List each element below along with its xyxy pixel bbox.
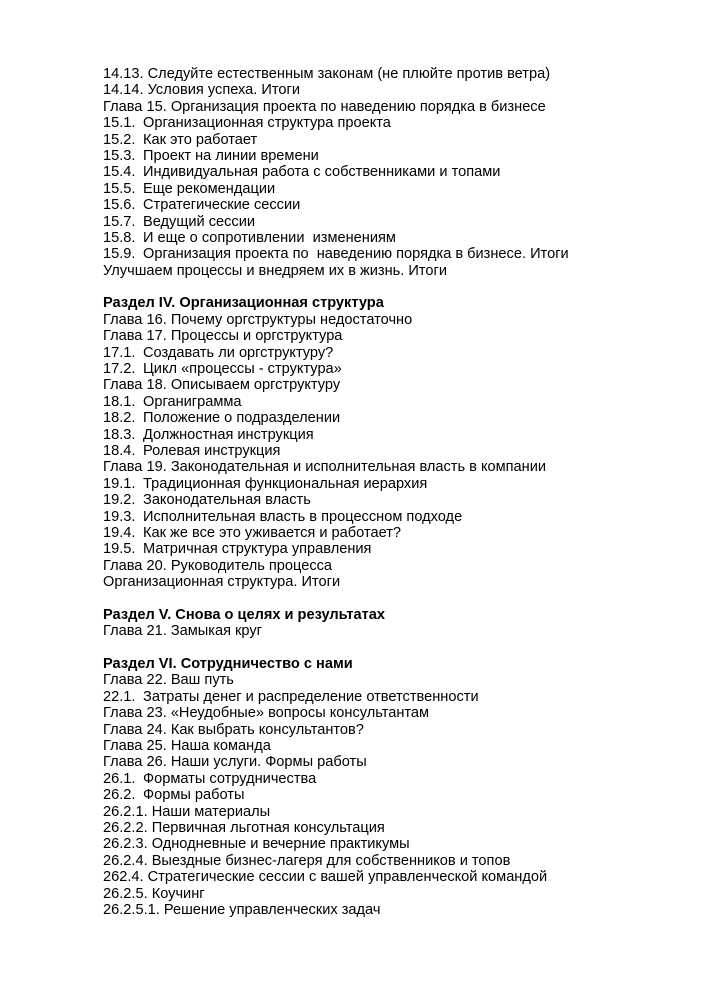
toc-entry [103,164,693,180]
entry-title: Как это работает [143,131,258,148]
chapter-heading [103,558,693,574]
entry-title: Стратегические сессии [143,197,301,214]
toc-entry [103,820,693,836]
entry-title: Глава 21. Замыкая круг [103,623,263,640]
entry-number: 26.2.2. [103,819,148,836]
entry-title: Еще рекомендации [143,180,276,197]
toc-entry [103,771,693,787]
toc-entry [103,804,693,820]
entry-number: 19.3. [103,508,136,525]
entry-number: 15.9. [103,246,136,263]
toc-entry [103,361,693,377]
entry-title: Матричная структура управления [143,541,372,558]
entry-number: 18.4. [103,442,136,459]
entry-title: Решение управленческих задач [163,901,381,918]
toc-entry [103,82,693,98]
entry-title: Организация проекта по наведению порядка в бизнесе. Итоги [143,246,569,263]
entry-number: 26.2.5. [103,885,148,902]
entry-title: Законодательная власть [143,492,311,509]
entry-title: Традиционная функциональная иерархия [143,475,428,492]
toc-entry [103,132,693,148]
toc-entry [103,443,693,459]
toc-entry [103,394,693,410]
entry-title: Должностная инструкция [143,426,314,443]
toc-entry [103,869,693,885]
entry-number: 262.4. [103,869,144,886]
toc-entry [103,902,693,918]
entry-title: Ролевая инструкция [143,442,281,459]
entry-number: 15.5. [103,180,136,197]
toc-entry [103,787,693,803]
chapter-heading [103,722,693,738]
toc-entry [103,476,693,492]
entry-title: Проект на линии времени [143,147,319,164]
section-heading [103,656,693,672]
toc-entry [103,853,693,869]
entry-title: Коучинг [151,885,205,902]
entry-number: 15.6. [103,197,136,214]
toc-entry [103,214,693,230]
entry-title: И еще о сопротивлении изменениям [143,229,396,246]
entry-number: 26.2.1. [103,803,148,820]
toc-entry [103,230,693,246]
chapter-heading [103,705,693,721]
entry-title: Улучшаем процессы и внедряем их в жизнь. Итоги [103,262,447,279]
toc-entry [103,836,693,852]
entry-number: 22.1. [103,688,136,705]
toc-entry [103,492,693,508]
entry-number: 15.7. [103,213,136,230]
chapter-heading [103,328,693,344]
entry-number: 19.2. [103,492,136,509]
entry-title: Исполнительная власть в процессном подходе [143,508,463,525]
toc-entry [103,410,693,426]
entry-title: Организационная структура. Итоги [103,574,341,591]
entry-title: Цикл «процессы - структура» [143,361,342,378]
entry-number: 26.2.4. [103,852,148,869]
entry-title: Раздел V. Снова о целях и результатах [103,606,386,623]
chapter-heading [103,672,693,688]
entry-title: Раздел VI. Сотрудничество с нами [103,656,353,673]
toc-entry [103,115,693,131]
toc-entry [103,525,693,541]
entry-title: Первичная льготная консультация [151,819,385,836]
entry-title: Глава 22. Ваш путь [103,672,234,689]
entry-title: Глава 15. Организация проекта по наведению порядка в бизнесе [103,98,546,115]
entry-number: 15.1. [103,115,136,132]
entry-title: Условия успеха. Итоги [147,82,300,99]
entry-title: Стратегические сессии с вашей управленческой командой [147,869,548,886]
entry-title: Создавать ли оргструктуру? [143,344,334,361]
entry-number: 18.2. [103,410,136,427]
entry-title: Глава 17. Процессы и оргструктура [103,328,343,345]
chapter-heading [103,377,693,393]
toc-entry [103,541,693,557]
entry-title: Глава 26. Наши услуги. Формы работы [103,754,367,771]
chapter-heading [103,263,693,279]
entry-number: 14.13. [103,66,144,82]
entry-number: 18.3. [103,426,136,443]
entry-number: 17.1. [103,344,136,361]
entry-title: Глава 23. «Неудобные» вопросы консультантам [103,705,430,722]
toc-entry [103,427,693,443]
entry-number: 18.1. [103,393,136,410]
entry-number: 15.4. [103,164,136,181]
entry-title: Глава 18. Описываем оргструктуру [103,377,341,394]
chapter-heading [103,459,693,475]
entry-number: 14.14. [103,82,144,99]
toc-entry [103,689,693,705]
chapter-heading [103,623,693,639]
entry-number: 15.8. [103,229,136,246]
chapter-heading [103,99,693,115]
entry-number: 17.2. [103,361,136,378]
toc-entry [103,181,693,197]
entry-title: Ведущий сессии [143,213,256,230]
entry-title: Форматы сотрудничества [143,770,317,787]
entry-title: Формы работы [143,787,245,804]
entry-number: 19.4. [103,524,136,541]
toc-entry [103,886,693,902]
entry-title: Положение о подразделении [143,410,341,427]
entry-title: Наши материалы [151,803,271,820]
entry-title: Следуйте естественным законам (не плюйте против ветра) [147,66,551,82]
entry-title: Глава 20. Руководитель процесса [103,557,333,574]
toc-entry [103,246,693,262]
entry-number: 19.5. [103,541,136,558]
section-heading [103,295,693,311]
chapter-heading [103,312,693,328]
chapter-heading [103,754,693,770]
entry-title: Глава 19. Законодательная и исполнительная власть в компании [103,459,547,476]
entry-title: Раздел IV. Организационная структура [103,295,384,312]
chapter-heading [103,738,693,754]
entry-title: Как же все это уживается и работает? [143,524,402,541]
entry-number: 19.1. [103,475,136,492]
entry-title: Органиграмма [143,393,242,410]
entry-number: 15.2. [103,131,136,148]
entry-number: 26.2. [103,787,136,804]
toc-entry [103,345,693,361]
entry-title: Затраты денег и распределение ответственности [143,688,479,705]
entry-title: Глава 25. Наша команда [103,738,271,755]
entry-number: 15.3. [103,147,136,164]
toc-entry [103,509,693,525]
toc-entry [103,197,693,213]
chapter-heading [103,574,693,590]
entry-title: Индивидуальная работа с собственниками и топами [143,164,501,181]
entry-number: 26.1. [103,770,136,787]
toc-entry [103,148,693,164]
entry-title: Глава 24. Как выбрать консультантов? [103,721,364,738]
entry-title: Организационная структура проекта [143,115,391,132]
toc-entry [103,66,693,82]
section-heading [103,607,693,623]
entry-title: Однодневные и вечерние практикумы [151,836,410,853]
entry-number: 26.2.5.1. [103,901,160,918]
entry-title: Выездные бизнес-лагеря для собственников и топов [151,852,511,869]
entry-title: Глава 16. Почему оргструктуры недостаточно [103,311,413,328]
table-of-contents [103,66,693,918]
entry-number: 26.2.3. [103,836,148,853]
